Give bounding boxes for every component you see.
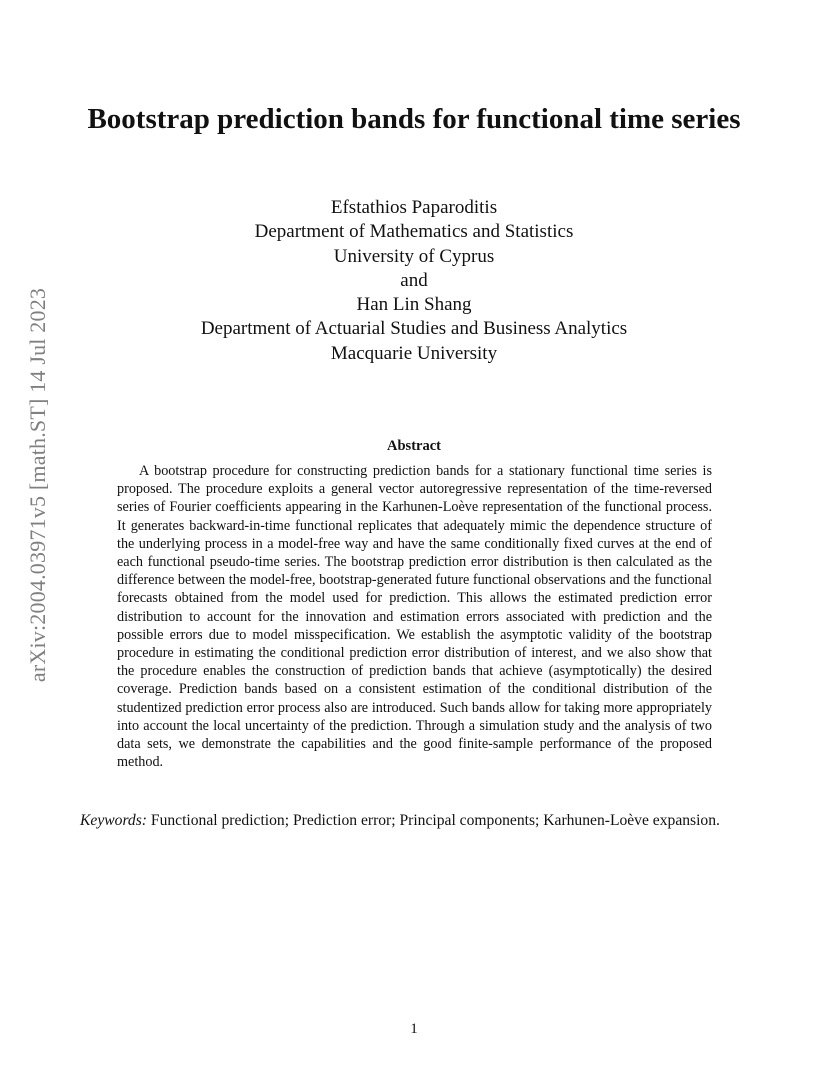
abstract-heading: Abstract (387, 438, 441, 454)
author-affiliation: Department of Actuarial Studies and Business Analytics (200, 318, 628, 340)
author-conjunction: and (400, 269, 428, 291)
keywords-text: Functional prediction; Prediction error; Principal components; Karhunen-Loève expansion. (150, 812, 720, 829)
author-block (80, 196, 748, 366)
paper-title: Bootstrap prediction bands for functional time series (87, 103, 741, 135)
author-name: Efstathios Paparoditis (330, 197, 498, 218)
author-institution: Macquarie University (330, 342, 498, 364)
author-institution: University of Cyprus (333, 245, 495, 267)
keywords-label: Keywords: (80, 812, 147, 829)
author-affiliation: Department of Mathematics and Statistics (254, 221, 574, 243)
abstract-body: A bootstrap procedure for constructing prediction bands for a stationary functional time series is proposed. The procedure exploits a general vector autoregressive representation of the time-reversed series of Fourier coefficients appearing in the Karhunen-Loève representation of the functional process. It generates backward-in-time functional replicates that adequately mimic the dependence structure of the underlying process in a model-free way and have the same conditionally fixed curves at the end of each functional pseudo-time series. The bootstrap prediction error distribution is then calculated as the difference between the model-free, bootstrap-generated future functional observations and the functional forecasts obtained from the model used for prediction. This allows the estimated prediction error distribution to account for the innovation and estimation errors associated with prediction and the possible errors due to model misspecification. We establish the asymptotic validity of the bootstrap procedure in estimating the conditional prediction error distribution of interest, and we also show that the procedure enables the construction of prediction bands that achieve (asymptotically) the desired coverage. Prediction bands based on a consistent estimation of the conditional distribution of the studentized prediction error process also are introduced. Such bands allow for taking more appropriately into account the local uncertainty of the prediction. Through a simulation study and the analysis of two data sets, we demonstrate the capabilities and the good finite-sample performance of the proposed method. (117, 463, 712, 771)
author-name: Han Lin Shang (356, 294, 472, 316)
keywords-section (80, 811, 751, 831)
arxiv-identifier: arXiv:2004.03971v5 [math.ST] 14 Jul 2023 (25, 287, 50, 683)
page-number: 1 (410, 1021, 418, 1037)
